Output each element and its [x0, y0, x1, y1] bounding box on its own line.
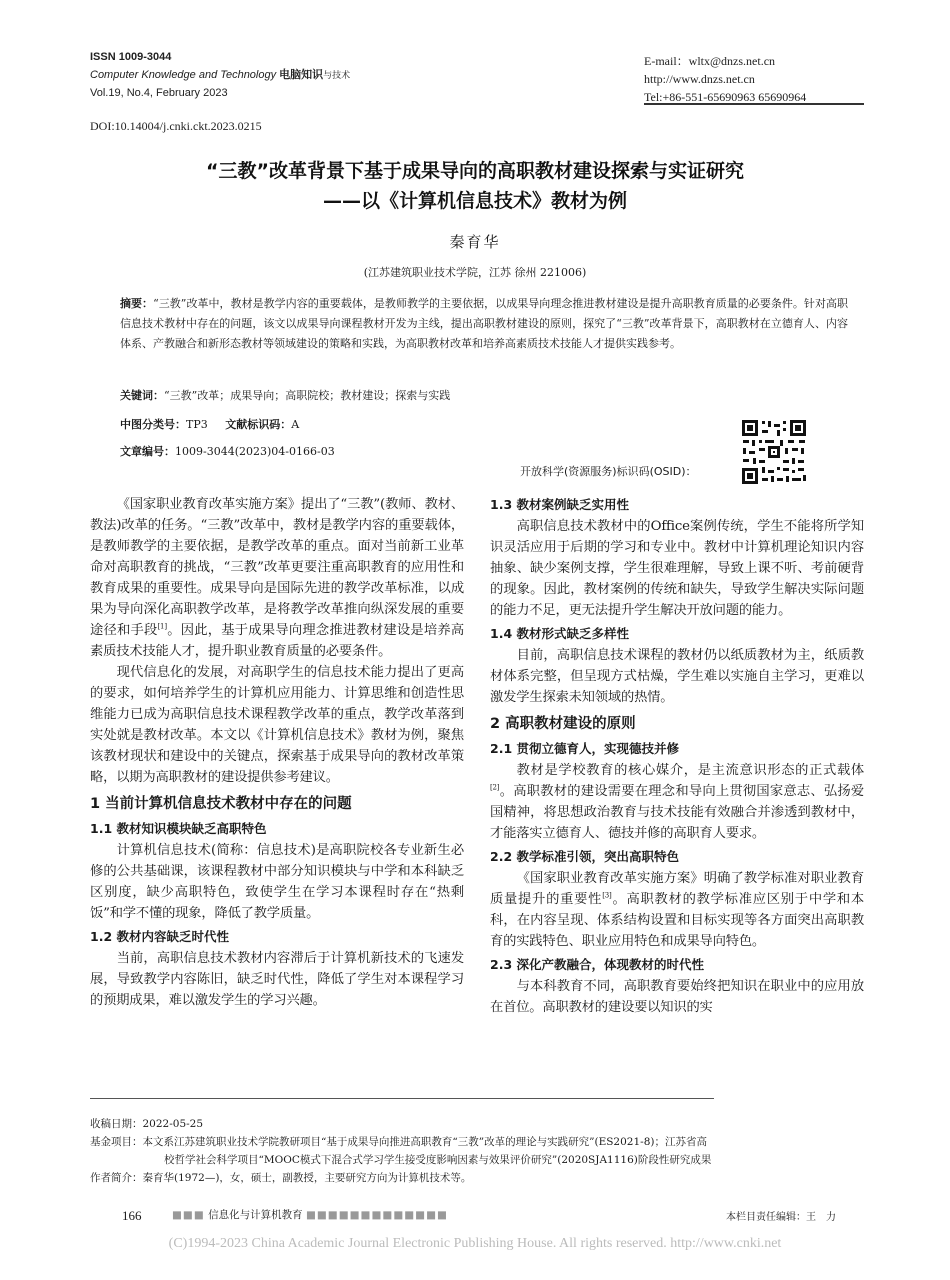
keywords: [120, 387, 450, 403]
section-heading-2: 2 高职教材建设的原则: [490, 716, 636, 732]
citation-3[interactable]: [3]: [602, 891, 612, 900]
clc-value: TP3: [186, 418, 208, 431]
journal-name-en: Computer Knowledge and Technology: [90, 69, 277, 81]
page-number: 166: [122, 1208, 142, 1223]
body-left-column: [90, 494, 464, 1011]
fund-line-2: 校哲学社会科学项目“MOOC模式下混合式学习学生接受度影响因素与效果评价研究”(2020SJA1116)阶段性研究成果: [164, 1154, 712, 1166]
article-number-value: 1009-3044(2023)04-0166-03: [175, 445, 335, 458]
citation-2[interactable]: [2]: [490, 783, 500, 792]
keywords-label: 关键词：: [120, 389, 164, 402]
intro-paragraph-1-end: 。因此，基于成果导向理念推进教材建设是培养高素质技术技能人才，提升职业教育质量的必要条件。: [90, 623, 464, 659]
footer-journal-section: [172, 1207, 448, 1222]
article-number: [120, 443, 335, 459]
section-2-2-paragraph: [490, 868, 864, 952]
classification: [120, 416, 299, 432]
author-bio: 作者简介：秦育华(1972—)，女，硕士，副教授，主要研究方向为计算机技术等。: [90, 1172, 472, 1184]
section-1-3-paragraph: 高职信息技术教材中的Office案例传统，学生不能将所学知识灵活应用于后期的学习和专业中。教材中计算机理论知识内容抽象、缺少案例支撑，学生很难理解，导致上课不听、考前硬背的现象。因此，教材案例的传统和缺失，导致学生解决实际问题的能力不足，更无法提升学生解决开放问题的能力。: [490, 519, 864, 618]
abstract-label: 摘要：: [120, 297, 154, 310]
issn: ISSN 1009-3044: [90, 51, 172, 63]
copyright-watermark: (C)1994-2023 China Academic Journal Electronic Publishing House. All rights reserved. http://www.cnki.net: [168, 1236, 782, 1251]
author-name: 秦育华: [449, 233, 501, 251]
intro-paragraph-2: 现代信息化的发展，对高职学生的信息技术能力提出了更高的要求，如何培养学生的计算机应用能力、计算思维和创造性思维能力已成为高职信息技术课程教学改革的重点，教学改革落到实处就是教材改革。本文以《计算机信息技术》教材为例，聚焦该教材现状和建设中的关键点，探索基于成果导向的教材改革策略，以期为高职教材的建设提供参考建议。: [90, 665, 464, 785]
header-rule: [644, 103, 864, 105]
subsection-heading-2-2: 2.2 教学标准引领，突出高职特色: [490, 849, 679, 864]
keywords-text: “三教”改革；成果导向；高职院校；教材建设；探索与实践: [164, 389, 451, 402]
received-date: 收稿日期：2022-05-25: [90, 1118, 204, 1130]
footnotes: [90, 1115, 870, 1187]
affiliation: (江苏建筑职业技术学院，江苏 徐州 221006): [363, 266, 587, 279]
subsection-heading-1-3: 1.3 教材案例缺乏实用性: [490, 497, 629, 512]
section-heading-1: 1 当前计算机信息技术教材中存在的问题: [90, 796, 352, 812]
journal-email: E-mail：wltx@dnzs.net.cn: [644, 54, 776, 68]
qr-code-icon[interactable]: [740, 418, 808, 486]
subsection-heading-1-1: 1.1 教材知识模块缺乏高职特色: [90, 821, 267, 836]
abstract: [120, 294, 848, 354]
journal-name-cn-suffix: 与技术: [323, 70, 351, 80]
section-2-1-text: 教材是学校教育的核心媒介，是主流意识形态的正式载体: [516, 763, 864, 778]
doc-code-value: A: [291, 418, 300, 431]
paper-title-line1: “三教”改革背景下基于成果导向的高职教材建设探索与实证研究: [206, 160, 744, 182]
section-1-1-paragraph: 计算机信息技术(简称：信息技术)是高职院校各专业新生必修的公共基础课，该课程教材中部分知识模块与中学和本科缺乏区别度，缺少高职特色，致使学生在学习本课程时存在“热剩饭”和学不懂的现象，降低了教学质量。: [90, 843, 464, 921]
section-2-2-text: 《国家职业教育改革实施方案》明确了教学标准对职业教育质量提升的重要性: [490, 871, 864, 907]
fund-line-1: 基金项目：本文系江苏建筑职业技术学院教研项目“基于成果导向推进高职教育“三教”改革的理论与实践研究”(ES2021-8)；江苏省高: [90, 1136, 707, 1148]
section-1-2-paragraph: 当前，高职信息技术教材内容滞后于计算机新技术的飞速发展，导致教学内容陈旧，缺乏时代性，降低了学生对本课程学习的预期成果，难以激发学生的学习兴趣。: [90, 951, 464, 1008]
citation-1[interactable]: [1]: [157, 622, 167, 631]
paper-title-line2: ——以《计算机信息技术》教材为例: [322, 190, 627, 212]
body-right-column: [490, 494, 864, 1018]
section-2-3-paragraph: 与本科教育不同，高职教育要始终把知识在职业中的应用放在首位。高职教材的建设要以知识的实: [490, 979, 864, 1015]
footer-journal-name: 信息化与计算机教育: [208, 1209, 303, 1221]
clc-label: 中图分类号：: [120, 418, 186, 431]
journal-header-left: [90, 48, 350, 102]
section-2-1-end: 。高职教材的建设需要在理念和导向上贯彻国家意志、弘扬爱国精神，将思想政治教育与技术技能有效融合并渗透到教材中，才能落实立德育人、德技并修的高职育人要求。: [490, 784, 864, 841]
journal-tel: Tel:+86-551-65690963 65690964: [644, 90, 807, 104]
section-2-1-paragraph: [490, 760, 864, 844]
journal-name-cn: 电脑知识: [279, 69, 324, 81]
journal-header-right: [644, 52, 806, 106]
intro-paragraph-1: [90, 494, 464, 662]
section-1-4-paragraph: 目前，高职信息技术课程的教材仍以纸质教材为主，纸质教材体系完整，但呈现方式枯燥，学生难以实施自主学习，更难以激发学生探索未知领域的热情。: [490, 648, 864, 705]
section-2-2-end: 。高职教材的教学标准应区别于中学和本科，在内容呈现、体系结构设置和目标实现等各方面突出高职教育的实践特色、职业应用特色和成果导向特色。: [490, 892, 864, 949]
footnote-separator: [90, 1098, 714, 1099]
section-editor: 本栏目责任编辑：王 力: [726, 1212, 836, 1223]
doi: DOI:10.14004/j.cnki.ckt.2023.0215: [90, 119, 262, 133]
journal-name-line: [90, 66, 350, 84]
doc-code-label: 文献标识码：: [225, 418, 292, 431]
abstract-text: “三教”改革中，教材是教学内容的重要载体，是教师教学的主要依据，以成果导向理念推进教材建设是提升高职教育质量的必要条件。针对高职信息技术教材中存在的问题，该文以成果导向课程教材开发为主线，提出高职教材建设的原则，探究了“三教”改革背景下，高职教材在立德育人、内容体系、产教融合和新形态教材等领域建设的策略和实践，为高职教材改革和培养高素质技术技能人才提供实践参考。: [120, 297, 849, 350]
journal-url: http://www.dnzs.net.cn: [644, 72, 755, 86]
osid-label: 开放科学(资源服务)标识码(OSID)：: [520, 465, 697, 478]
dots-decoration-icon: ■■■: [172, 1209, 205, 1221]
dots-decoration-icon: ■■■■■■■■■■■■■: [305, 1209, 448, 1221]
article-number-label: 文章编号：: [120, 445, 175, 458]
subsection-heading-2-3: 2.3 深化产教融合，体现教材的时代性: [490, 957, 704, 972]
subsection-heading-1-4: 1.4 教材形式缺乏多样性: [490, 626, 629, 641]
intro-paragraph-1-text: 《国家职业教育改革实施方案》提出了“三教”(教师、教材、教法)改革的任务。“三教”改革中，教材是教学内容的重要载体，是教师教学的主要依据，是教学改革的重点。面对当前新工业革命对高职教育的挑战，“三教”改革更要注重高职教育的应用性和教育成果的重要性。成果导向是国际先进的教学改革标准，以成果为导向深化高职教学改革，是将教学改革推向纵深发展的重要途径和手段: [90, 497, 464, 638]
volume-info: Vol.19, No.4, February 2023: [90, 87, 228, 99]
subsection-heading-2-1: 2.1 贯彻立德育人，实现德技并修: [490, 741, 679, 756]
subsection-heading-1-2: 1.2 教材内容缺乏时代性: [90, 929, 229, 944]
